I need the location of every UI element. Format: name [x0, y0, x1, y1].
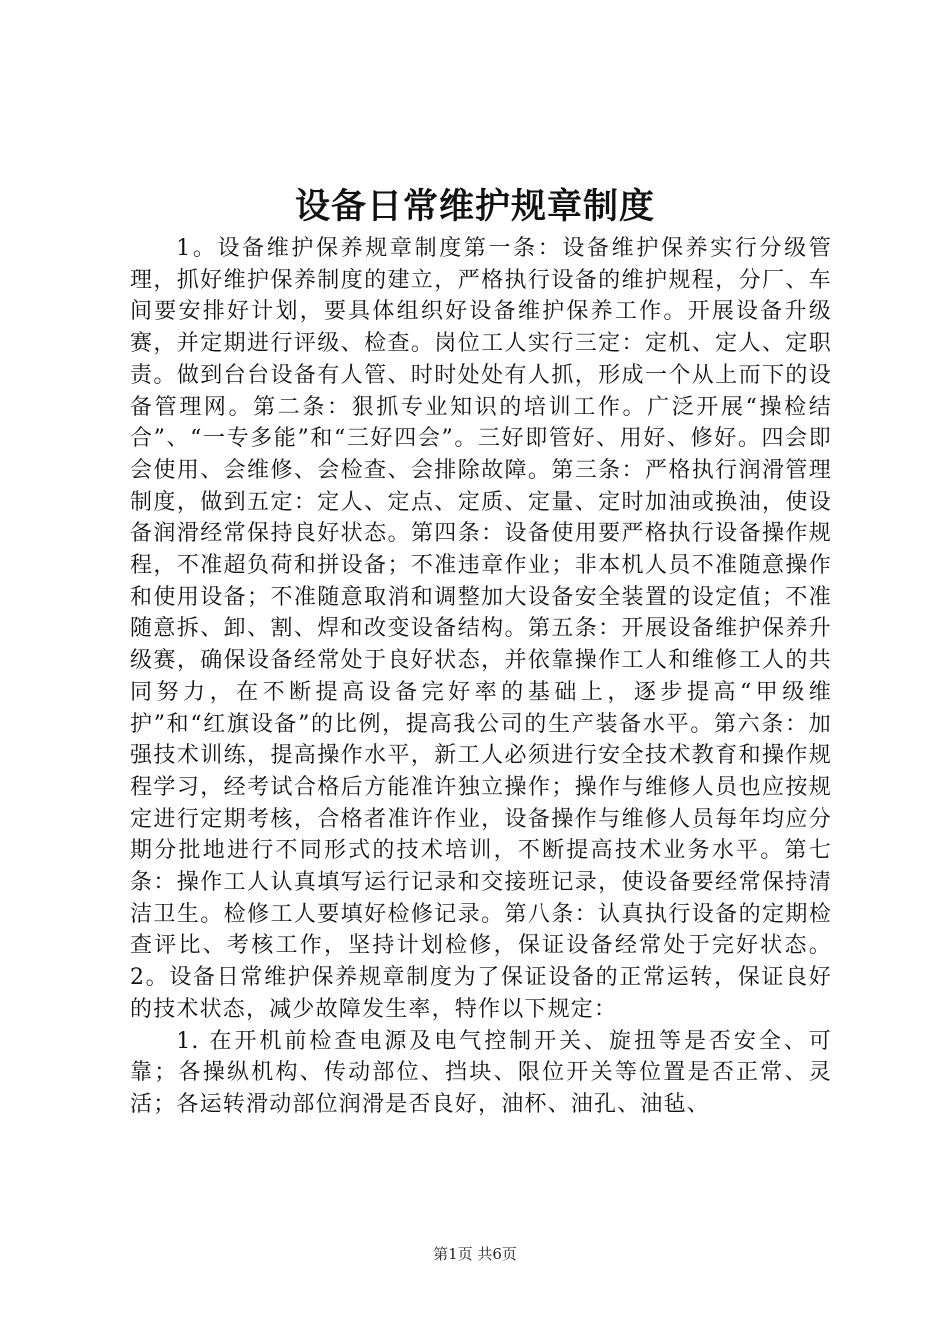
paragraph-2: 1. 在开机前检查电源及电气控制开关、旋扭等是否安全、可靠；各操纵机构、传动部位、挡块、限位开关等位置是否正常、灵活；各运转滑动部位润滑是否良好，油杯、油孔、油毡、 [130, 1028, 832, 1117]
document-title: 设备日常维护规章制度 [294, 186, 655, 227]
page-number-footer: 第1页 共6页 [433, 1245, 517, 1263]
paragraph-1: 1。设备维护保养规章制度第一条：设备维护保养实行分级管理，抓好维护保养制度的建立，严格执行设备的维护规程，分厂、车间要安排好计划，要具体组织好设备维护保养工作。开展设备升级赛，并定期进行评级、检查。岗位工人实行三定：定机、定人、定职责。做到台台设备有人管、时时处处有人抓，形成一个从上而下的设备管理网。第二条：狠抓专业知识的培训工作。广泛开展“操检结合”、“一专多能”和“三好四会”。三好即管好、用好、修好。四会即会使用、会维修、会检查、会排除故障。第三条：严格执行润滑管理制度，做到五定：定人、定点、定质、定量、定时加油或换油，使设备润滑经常保持良好状态。第四条：设备使用要严格执行设备操作规程，不准超负荷和拼设备；不准违章作业；非本机人员不准随意操作和使用设备；不准随意取消和调整加大设备安全装置的设定值；不准随意拆、卸、割、焊和改变设备结构。第五条：开展设备维护保养升级赛，确保设备经常处于良好状态，并依靠操作工人和维修工人的共同努力，在不断提高设备完好率的基础上，逐步提高“甲级维护”和“红旗设备”的比例，提高我公司的生产装备水平。第六条：加强技术训练，提高操作水平，新工人必须进行安全技术教育和操作规程学习，经考试合格后方能准许独立操作；操作与维修人员也应按规定进行定期考核，合格者准许作业，设备操作与维修人员每年均应分期分批地进行不同形式的技术培训，不断提高技术业务水平。第七条：操作工人认真填写运行记录和交接班记录，使设备要经常保持清洁卫生。检修工人要填好检修记录。第八条：认真执行设备的定期检查评比、考核工作，坚持计划检修，保证设备经常处于完好状态。2。设备日常维护保养规章制度为了保证设备的正常运转，保证良好的技术状态，减少故障发生率，特作以下规定： [130, 236, 832, 1022]
document-body [130, 233, 832, 1121]
